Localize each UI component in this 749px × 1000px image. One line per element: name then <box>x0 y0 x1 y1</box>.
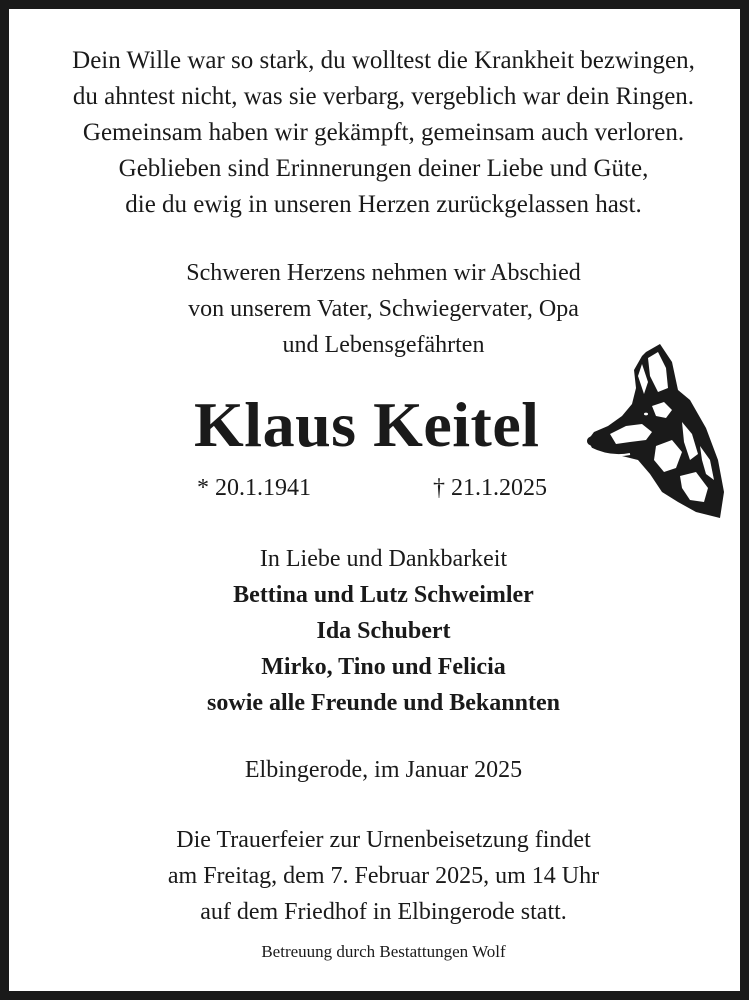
funeral-line-2: am Freitag, dem 7. Februar 2025, um 14 Uhr <box>167 863 600 889</box>
german-shepherd-dog-icon <box>586 342 728 520</box>
mourner-name-3: Mirko, Tino und Felicia <box>261 654 506 680</box>
birth-date: * 20.1.1941 <box>197 475 311 501</box>
intro-line-1: Schweren Herzens nehmen wir Abschied <box>186 260 581 286</box>
poem-line-3: Gemeinsam haben wir gekämpft, gemeinsam auch verloren. <box>82 119 685 146</box>
poem-line-4: Geblieben sind Erinnerungen deiner Liebe und Güte, <box>118 155 649 182</box>
mourner-name-2: Ida Schubert <box>316 618 451 644</box>
funeral-line-1: Die Trauerfeier zur Urnenbeisetzung findet <box>176 827 591 853</box>
deceased-name: Klaus Keitel <box>194 389 540 460</box>
mourner-name-4: sowie alle Freunde und Bekannten <box>207 690 560 716</box>
mourner-name-1: Bettina und Lutz Schweimler <box>233 582 534 608</box>
intro-line-2: von unserem Vater, Schwiegervater, Opa <box>188 296 579 322</box>
poem-line-1: Dein Wille war so stark, du wolltest die Krankheit bezwingen, <box>72 47 695 74</box>
mourners-heading: In Liebe und Dankbarkeit <box>259 546 508 572</box>
poem-line-2: du ahntest nicht, was sie verbarg, vergeblich war dein Ringen. <box>72 83 695 110</box>
intro-line-3: und Lebensgefährten <box>282 332 485 358</box>
funeral-line-3: auf dem Friedhof in Elbingerode statt. <box>200 899 567 925</box>
place-date: Elbingerode, im Januar 2025 <box>244 757 523 783</box>
undertaker-credit: Betreuung durch Bestattungen Wolf <box>261 942 506 961</box>
poem-line-5: die du ewig in unseren Herzen zurückgelassen hast. <box>125 191 642 218</box>
death-date: † 21.1.2025 <box>433 475 547 501</box>
